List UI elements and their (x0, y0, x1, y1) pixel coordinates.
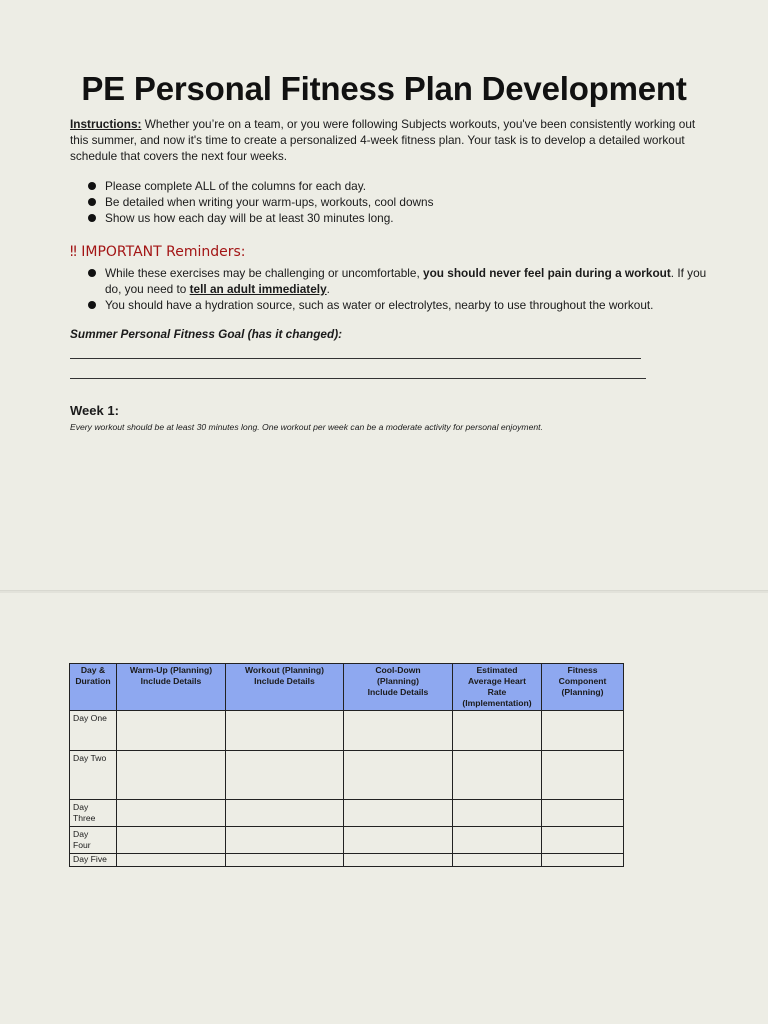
input-cell[interactable] (542, 827, 624, 854)
page-title: PE Personal Fitness Plan Development (81, 70, 687, 107)
input-cell[interactable] (117, 711, 226, 751)
input-cell[interactable] (344, 854, 453, 867)
table-row (70, 800, 624, 827)
list-item: Show us how each day will be at least 30 minutes long. (88, 210, 718, 226)
goal-label: Summer Personal Fitness Goal (has it changed): (70, 327, 343, 341)
column-header: Day & Duration (70, 664, 117, 711)
important-heading: ‼ IMPORTANT Reminders: (70, 244, 246, 260)
pain-warning: you should never feel pain during a workout (423, 266, 671, 280)
input-cell[interactable] (226, 827, 344, 854)
table-row (70, 711, 624, 751)
input-cell[interactable] (344, 751, 453, 800)
input-cell[interactable] (453, 711, 542, 751)
instructions-paragraph (70, 116, 710, 164)
input-cell[interactable] (542, 751, 624, 800)
input-cell[interactable] (453, 800, 542, 827)
reminders-list (88, 265, 718, 313)
day-cell: Day Five (70, 854, 117, 867)
input-cell[interactable] (453, 827, 542, 854)
workout-plan-table (69, 663, 624, 867)
input-cell[interactable] (344, 827, 453, 854)
table-row (70, 751, 624, 800)
input-cell[interactable] (117, 800, 226, 827)
requirements-list (88, 178, 718, 226)
goal-answer-line[interactable] (70, 358, 641, 359)
day-cell: Day Four (70, 827, 117, 854)
input-cell[interactable] (542, 800, 624, 827)
list-item: Be detailed when writing your warm-ups, workouts, cool downs (88, 194, 718, 210)
tell-adult-text: tell an adult immediately (189, 282, 327, 296)
table-row (70, 827, 624, 854)
input-cell[interactable] (226, 711, 344, 751)
instructions-text: Whether you’re on a team, or you were following Subjects workouts, you've been consistently working out this summer, and now it's time to create a personalized 4-week fitness plan. Your task is to develop a detailed workout schedule that covers the next four weeks. (70, 117, 696, 163)
column-header: Workout (Planning) Include Details (226, 664, 344, 711)
input-cell[interactable] (542, 711, 624, 751)
list-item: While these exercises may be challenging or uncomfortable, you should never feel pain during a workout. If you do, you need to tell an adult immediately. (88, 265, 718, 297)
day-cell: Day Three (70, 800, 117, 827)
column-header: Cool-Down (Planning) Include Details (344, 664, 453, 711)
input-cell[interactable] (226, 800, 344, 827)
input-cell[interactable] (344, 800, 453, 827)
input-cell[interactable] (344, 711, 453, 751)
table-header-row (70, 664, 624, 711)
input-cell[interactable] (453, 751, 542, 800)
instructions-label: Instructions: (70, 117, 142, 131)
week-title: Week 1: (70, 403, 119, 418)
input-cell[interactable] (117, 827, 226, 854)
week-note: Every workout should be at least 30 minutes long. One workout per week can be a moderate activity for personal enjoyment. (70, 422, 543, 432)
goal-answer-line[interactable] (70, 378, 646, 379)
day-cell: Day One (70, 711, 117, 751)
input-cell[interactable] (542, 854, 624, 867)
page-divider (0, 590, 768, 593)
day-cell: Day Two (70, 751, 117, 800)
input-cell[interactable] (117, 751, 226, 800)
column-header: Fitness Component (Planning) (542, 664, 624, 711)
column-header: Warm-Up (Planning) Include Details (117, 664, 226, 711)
column-header: Estimated Average Heart Rate (Implementation) (453, 664, 542, 711)
input-cell[interactable] (226, 751, 344, 800)
input-cell[interactable] (226, 854, 344, 867)
list-item: You should have a hydration source, such as water or electrolytes, nearby to use throughout the workout. (88, 297, 718, 313)
list-item: Please complete ALL of the columns for each day. (88, 178, 718, 194)
input-cell[interactable] (117, 854, 226, 867)
table-row (70, 854, 624, 867)
input-cell[interactable] (453, 854, 542, 867)
